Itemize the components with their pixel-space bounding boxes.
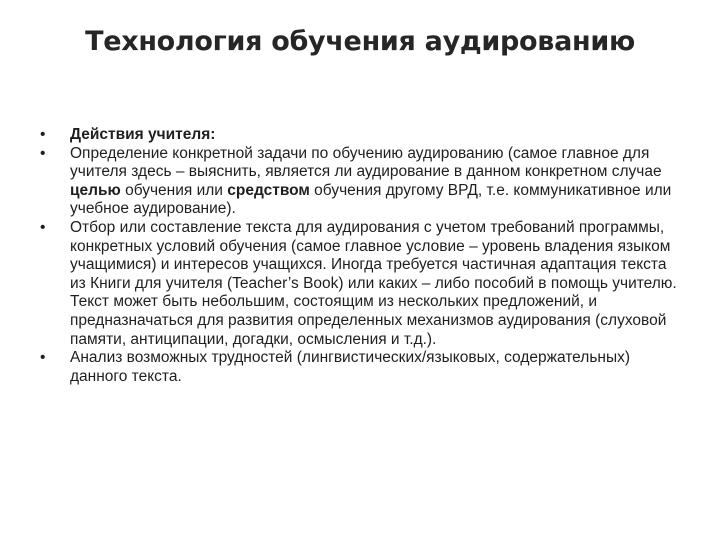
bullet-item-task-definition	[40, 145, 680, 219]
bullet-text: Определение конкретной задачи по обучению аудированию (самое главное для учителя здесь – выяснить, является ли аудирование в данном конкретном случае	[70, 144, 662, 181]
bullet-text: обучения другому ВРД, т.е. коммуникативное или учебное аудирование).	[70, 181, 672, 218]
bullet-list	[40, 126, 680, 386]
bullet-dot-icon: •	[40, 126, 46, 143]
bullet-item-actions	[40, 126, 680, 145]
bullet-emphasis-means: средством	[227, 181, 310, 199]
bullet-item-text-selection	[40, 219, 680, 349]
bullet-text: Анализ возможных трудностей (лингвистических/языковых, содержательных) данного текста.	[70, 349, 631, 385]
bullet-text: Отбор или составление текста для аудирования с учетом требований программы, конкретных условий обучения (самое главное условие – уровень владения языком учащимися) и интересов учащихся. Иногда требуется частичная адаптация текста из Книги для учителя (Teacher’s Book) или каких – либо пособий в помощь учителю. Текст может быть небольшим, состоящим из нескольких предложений, и предназначаться для развития определенных механизмов аудирования (слуховой памяти, антиципации, догадки, осмысления и т.д.).	[70, 218, 677, 348]
bullet-emphasis-goal: целью	[70, 181, 121, 199]
bullet-dot-icon: •	[40, 144, 46, 162]
slide-title: Технология обучения аудированию	[85, 26, 635, 57]
bullet-item-difficulty-analysis	[40, 349, 680, 386]
bullet-dot-icon: •	[40, 349, 46, 367]
bullet-text: Действия учителя:	[70, 126, 216, 143]
bullet-dot-icon: •	[40, 218, 46, 236]
bullet-text: обучения или	[120, 181, 228, 199]
